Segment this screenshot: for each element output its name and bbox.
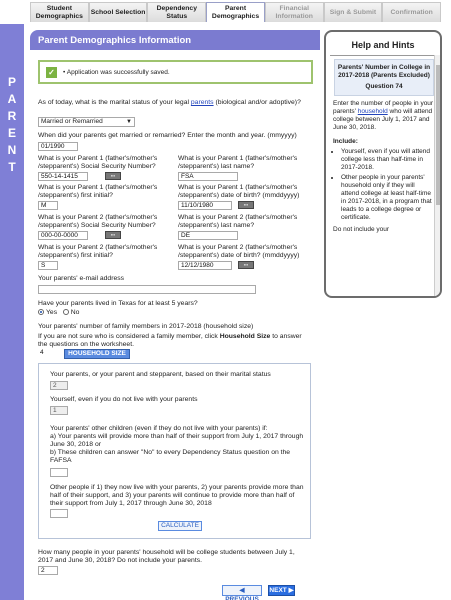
texas-residency-label: Have your parents lived in Texas for at least 5 years? — [38, 300, 198, 307]
parent1-lastname-label: What is your Parent 1 (father's/mother's /stepparent's) last name? — [178, 155, 298, 170]
section-side-stripe — [0, 24, 24, 600]
parent2-dob-input[interactable]: 12/12/1980 — [178, 261, 232, 270]
step-tabs — [30, 2, 441, 22]
parents-link[interactable]: parents — [190, 99, 214, 106]
help-bullet: • Yourself, even if you will attend college less than half-time in 2017-2018. — [341, 148, 434, 172]
household-size-label: Your parents' number of family members in 2017-2018 (household size) — [38, 323, 254, 330]
help-scrollbar[interactable] — [434, 55, 440, 298]
help-panel — [324, 30, 442, 298]
parent1-ssn-input[interactable]: 550-14-1415 — [38, 172, 88, 181]
texas-yes-radio[interactable] — [38, 309, 44, 315]
parent1-ssn-label: What is your Parent 1 (father's/mother's /stepparent's) Social Security Number? — [38, 155, 158, 170]
help-content — [330, 55, 438, 298]
calculate-button[interactable]: CALCULATE — [158, 521, 202, 531]
side-letter: T — [8, 160, 16, 174]
help-question-number: Question 74 — [365, 83, 403, 90]
parent1-ssn-toggle-button[interactable]: ▪▪▪ — [105, 172, 121, 180]
help-body: Enter the number of people in your parents' household who will attend college between July 1, 2017 and June 30, 2018. Include: • Yourself, even if you will attend college less than half-time in 2017-2018. • Other people in your parents' household only if they will attend college at least half-time in 2017-2018, in a program that leads to a college degree or certificate. Do not include your — [330, 96, 438, 234]
side-letter: R — [7, 109, 17, 123]
married-date-input[interactable]: 01/1990 — [38, 142, 78, 151]
texas-yes-label: Yes — [46, 309, 58, 316]
parent2-lastname-input[interactable]: DE — [178, 231, 238, 240]
tab-dependency-status[interactable]: Dependency Status — [147, 2, 206, 22]
help-bullet: • Other people in your parents' household only if they will attend college at least half-time in 2017-2018, in a program that leads to a college degree or certificate. — [341, 174, 434, 222]
parent1-lastname-input[interactable]: FSA — [178, 172, 238, 181]
parent2-initial-input[interactable]: S — [38, 261, 58, 270]
parent2-ssn-toggle-button[interactable]: ▪▪▪ — [105, 231, 121, 239]
marital-status-select[interactable]: Married or Remarried ▼ — [38, 117, 135, 127]
help-topic-header: Parents' Number in College in 2017-2018 (Parents Excluded) Question 74 — [334, 59, 434, 96]
married-date-label: When did your parents get married or remarried? Enter the month and year. (mmyyyy) — [38, 132, 297, 139]
parent1-initial-input[interactable]: M — [38, 201, 58, 210]
page-title: Parent Demographics Information — [30, 30, 320, 50]
tab-school-selection[interactable]: School Selection — [89, 2, 148, 22]
household-help-link[interactable]: household — [357, 108, 388, 115]
tab-confirmation: Confirmation — [382, 2, 441, 22]
parent2-dob-label: What is your Parent 2 (father's/mother's /stepparent's) date of birth? (mmddyyyy) — [178, 244, 300, 259]
parent1-initial-label: What is your Parent 1 (father's/mother's /stepparent's) first initial? — [38, 184, 158, 199]
college-count-label: How many people in your parents' household will be college students between July 1, 2017 and June 30, 2018? Do not include your parents. — [38, 549, 295, 564]
worksheet-q3: Your parents' other children (even if they do not live with your parents) if: a) Your parents will provide more than half of their support from July 1, 2017 through June 30, 2018 or b) These children can answer "No" to every Dependency Status question on the FAFSA — [50, 425, 304, 464]
worksheet-q4: Other people if 1) they now live with your parents, 2) your parents provide more than half of their support, and 3) your parents will continue to provide more than half of their support from July 1, 2017 through June 30, 2018 — [50, 484, 304, 507]
household-size-button[interactable]: HOUSEHOLD SIZE — [64, 349, 130, 359]
side-letter: E — [7, 126, 16, 140]
parent1-dob-label: What is your Parent 1 (father's/mother's /stepparent's) date of birth? (mmddyyyy) — [178, 184, 300, 199]
email-label: Your parents' e-mail address — [38, 275, 125, 282]
help-include-heading: Include: — [333, 138, 358, 145]
parent2-ssn-input[interactable]: 000-00-0000 — [38, 231, 88, 240]
side-letter: N — [7, 143, 17, 157]
texas-no-radio[interactable] — [63, 309, 69, 315]
household-size-hint: If you are not sure who is considered a family member, click Household Size to answer the questions on the worksheet. — [38, 333, 302, 348]
tab-student-demographics[interactable]: Student Demographics — [30, 2, 89, 22]
help-title: Help and Hints — [351, 40, 415, 50]
help-more-text: Do not include your — [333, 226, 390, 233]
parent2-dob-toggle-button[interactable]: ▪▪▪ — [238, 261, 254, 269]
success-message: • Application was successfully saved. — [63, 68, 170, 76]
checkmark-icon: ✓ — [46, 67, 57, 78]
side-letter: P — [7, 75, 16, 89]
texas-no-label: No — [70, 309, 80, 316]
parent2-lastname-label: What is your Parent 2 (father's/mother's /stepparent's) last name? — [178, 214, 298, 229]
parent1-dob-toggle-button[interactable]: ▪▪▪ — [238, 201, 254, 209]
main-content — [30, 30, 320, 84]
help-scrollbar-thumb[interactable] — [436, 65, 440, 205]
email-field[interactable] — [38, 285, 256, 294]
chevron-down-icon: ▼ — [126, 119, 132, 125]
parent2-ssn-label: What is your Parent 2 (father's/mother's /stepparent's) Social Security Number? — [38, 214, 158, 229]
parent1-dob-input[interactable]: 11/10/1980 — [178, 201, 232, 210]
parent2-initial-label: What is your Parent 2 (father's/mother's /stepparent's) first initial? — [38, 244, 158, 259]
tab-sign-submit: Sign & Submit — [324, 2, 383, 22]
side-letter: A — [7, 92, 17, 106]
worksheet-q3-input[interactable] — [50, 468, 68, 477]
texas-residency-options — [38, 309, 158, 317]
marital-status-label: As of today, what is the marital status of your legal parents (biological and/or adoptive)? — [38, 99, 301, 106]
previous-button[interactable]: ◀ PREVIOUS — [222, 585, 262, 596]
tab-parent-demographics[interactable]: Parent Demographics — [206, 2, 265, 22]
success-message-box — [38, 60, 313, 84]
worksheet-q4-input[interactable] — [50, 509, 68, 518]
worksheet-q2: Yourself, even if you do not live with your parents — [50, 396, 198, 403]
section-side-label — [0, 74, 24, 176]
household-size-value[interactable]: 4 — [40, 349, 44, 356]
worksheet-q1-input: 2 — [50, 381, 68, 390]
worksheet-q1: Your parents, or your parent and stepparent, based on their marital status — [50, 371, 271, 378]
college-count-input[interactable]: 2 — [38, 566, 58, 575]
worksheet-q2-input: 1 — [50, 406, 68, 415]
next-button[interactable]: NEXT ▶ — [269, 587, 294, 594]
tab-financial-information: Financial Information — [265, 2, 324, 22]
